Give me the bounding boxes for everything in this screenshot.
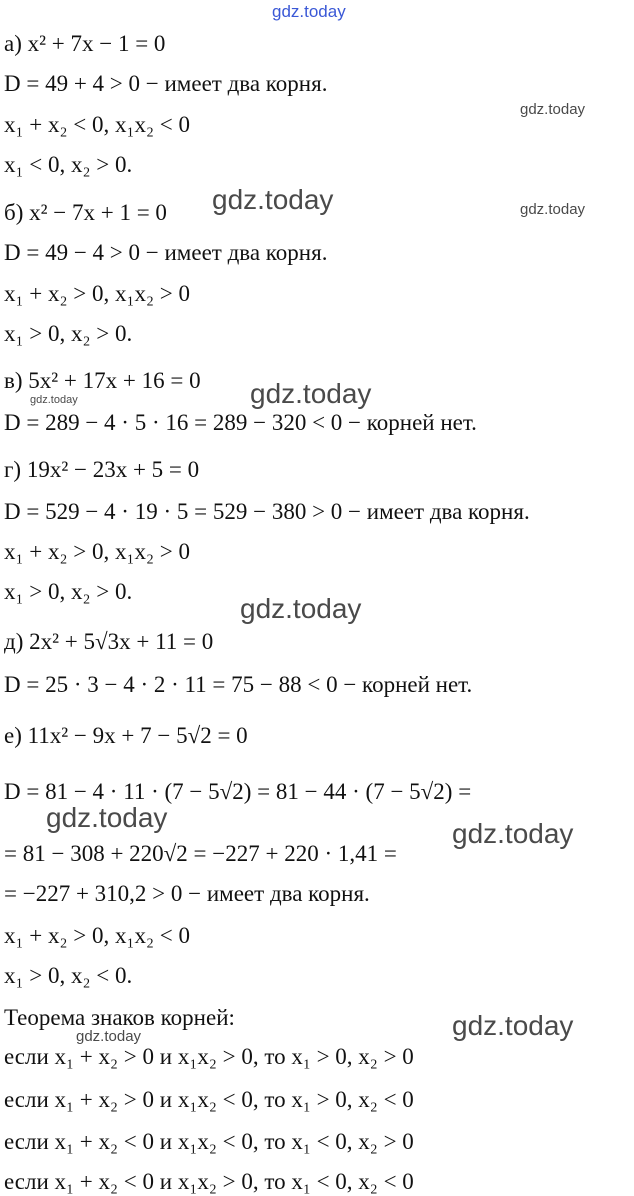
watermark: gdz.today (76, 1028, 142, 1045)
part-e-equation: е) 11x² − 9x + 7 − 5√2 = 0 (4, 723, 248, 748)
watermark: gdz.today (452, 818, 574, 849)
theorem-rule-3: если x₁ + x₂ < 0 и x₁x₂ < 0, то x₁ < 0, x₂ > 0 (4, 1129, 414, 1154)
watermark: gdz.today (30, 394, 78, 406)
header-watermark: gdz.today (272, 2, 346, 21)
part-b-discriminant: D = 49 − 4 > 0 − имеет два корня. (4, 240, 328, 265)
part-v-equation: в) 5x² + 17x + 16 = 0 (4, 368, 201, 393)
part-a-signs: x₁ < 0, x₂ > 0. (4, 152, 133, 177)
part-b-equation: б) x² − 7x + 1 = 0 (4, 200, 167, 225)
watermark: gdz.today (520, 201, 586, 218)
theorem-rule-1: если x₁ + x₂ > 0 и x₁x₂ > 0, то x₁ > 0, x₂ > 0 (4, 1044, 414, 1069)
part-a-equation: а) x² + 7x − 1 = 0 (4, 31, 166, 56)
part-e-discriminant: D = 81 − 4 · 11 · (7 − 5√2) = 81 − 44 · (7 − 5√2) = (4, 779, 472, 804)
watermark: gdz.today (212, 184, 334, 215)
part-v-discriminant: D = 289 − 4 · 5 · 16 = 289 − 320 < 0 − корней нет. (4, 410, 477, 435)
watermark: gdz.today (240, 593, 362, 624)
watermark: gdz.today (520, 101, 586, 118)
part-g-signs: x₁ > 0, x₂ > 0. (4, 579, 133, 604)
watermark: gdz.today (46, 802, 168, 833)
part-e-calc-1: = 81 − 308 + 220√2 = −227 + 220 · 1,41 = (4, 841, 397, 866)
part-e-signs: x₁ > 0, x₂ < 0. (4, 963, 133, 988)
part-g-equation: г) 19x² − 23x + 5 = 0 (4, 457, 200, 482)
watermark: gdz.today (452, 1010, 574, 1041)
part-b-signs: x₁ > 0, x₂ > 0. (4, 321, 133, 346)
part-e-vieta: x₁ + x₂ > 0, x₁x₂ < 0 (4, 923, 190, 948)
part-g-vieta: x₁ + x₂ > 0, x₁x₂ > 0 (4, 539, 190, 564)
theorem-title: Теорема знаков корней: (4, 1005, 235, 1030)
part-a-vieta: x₁ + x₂ < 0, x₁x₂ < 0 (4, 112, 190, 137)
theorem-rule-4: если x₁ + x₂ < 0 и x₁x₂ > 0, то x₁ < 0, x₂ < 0 (4, 1169, 414, 1194)
part-a-discriminant: D = 49 + 4 > 0 − имеет два корня. (4, 71, 328, 96)
theorem-rule-2: если x₁ + x₂ > 0 и x₁x₂ < 0, то x₁ > 0, x₂ < 0 (4, 1087, 414, 1112)
part-d-discriminant: D = 25 · 3 − 4 · 2 · 11 = 75 − 88 < 0 − корней нет. (4, 672, 473, 697)
part-d-equation: д) 2x² + 5√3x + 11 = 0 (4, 629, 214, 654)
watermark: gdz.today (250, 378, 372, 409)
part-b-vieta: x₁ + x₂ > 0, x₁x₂ > 0 (4, 281, 190, 306)
part-g-discriminant: D = 529 − 4 · 19 · 5 = 529 − 380 > 0 − имеет два корня. (4, 499, 530, 524)
part-e-calc-2: = −227 + 310,2 > 0 − имеет два корня. (4, 881, 370, 906)
